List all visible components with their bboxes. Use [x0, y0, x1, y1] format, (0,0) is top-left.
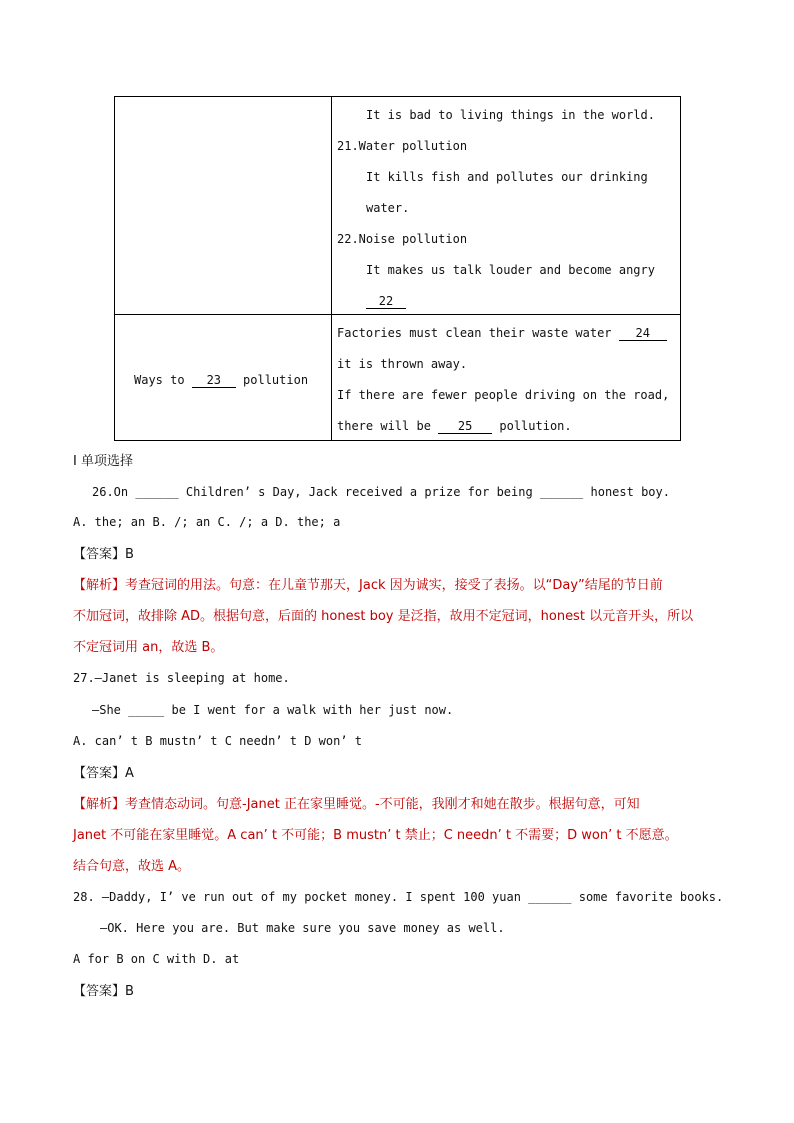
- text-segment: Ways to: [134, 373, 192, 387]
- table-line: It makes us talk louder and become angry: [366, 263, 655, 277]
- table-row2-left: [134, 373, 308, 388]
- section-title: I 单项选择: [73, 454, 133, 469]
- question-27-stem: 27.—Janet is sleeping at home.: [73, 671, 290, 685]
- question-27-stem-2: —She _____ be I went for a walk with her just now.: [92, 703, 454, 717]
- blank-24: 24: [619, 327, 667, 341]
- question-27-analysis-line-3: 结合句意，故选 A。: [73, 859, 191, 874]
- question-28-options: A for B on C with D. at: [73, 952, 240, 966]
- analysis-text: 考查冠词的用法。句意：在儿童节那天，Jack 因为诚实，接受了表扬。以“Day”结尾的节日前: [125, 578, 663, 593]
- table-row-divider: [114, 314, 681, 315]
- question-27-analysis-line-1: [73, 793, 640, 812]
- table-line: water.: [366, 201, 410, 215]
- text-segment: pollution.: [492, 419, 572, 433]
- analysis-label: 【解析】: [73, 797, 126, 812]
- blank-22: 22: [366, 295, 406, 309]
- table-column-divider: [331, 96, 332, 441]
- table-line: it is thrown away.: [337, 357, 468, 371]
- question-28-stem: 28. —Daddy, I’ ve run out of my pocket money. I spent 100 yuan ______ some favorite books.: [73, 890, 724, 904]
- question-26-analysis-line-3: 不定冠词用 an，故选 B。: [73, 640, 224, 655]
- question-26-stem: 26.On ______ Children’ s Day, Jack received a prize for being ______ honest boy.: [92, 485, 670, 499]
- question-26-options: A. the; an B. /; an C. /; a D. the; a: [73, 515, 341, 529]
- table-line: It is bad to living things in the world.: [366, 108, 655, 122]
- table-line: 21.Water pollution: [337, 139, 468, 153]
- blank-23: 23: [192, 374, 236, 388]
- table-line: [337, 419, 572, 434]
- question-28-answer: 【答案】B: [73, 984, 134, 999]
- analysis-label: 【解析】: [73, 578, 126, 593]
- table-line: 22.Noise pollution: [337, 232, 468, 246]
- question-26-analysis-line-1: [73, 574, 663, 593]
- question-27-analysis-line-2: Janet 不可能在家里睡觉。A can’ t 不可能；B mustn’ t 禁止；C needn’ t 不需要；D won’ t 不愿意。: [73, 828, 678, 843]
- table-line: If there are fewer people driving on the road,: [337, 388, 670, 402]
- text-segment: there will be: [337, 419, 439, 433]
- table-line: [337, 326, 667, 341]
- notes-table: [114, 96, 681, 441]
- text-segment: Factories must clean their waste water: [337, 326, 619, 340]
- text-segment: pollution: [235, 373, 309, 387]
- question-26-analysis-line-2: 不加冠词，故排除 AD。根据句意，后面的 honest boy 是泛指，故用不定冠词，honest 以元音开头，所以: [73, 609, 694, 624]
- analysis-text: 考查情态动词。句意-Janet 正在家里睡觉。-不可能，我刚才和她在散步。根据句意，可知: [125, 797, 640, 812]
- table-line: [366, 294, 406, 309]
- table-line: It kills fish and pollutes our drinking: [366, 170, 648, 184]
- question-27-answer: 【答案】A: [73, 766, 134, 781]
- question-28-stem-2: —OK. Here you are. But make sure you save money as well.: [100, 921, 505, 935]
- question-26-answer: 【答案】B: [73, 547, 134, 562]
- question-27-options: A. can’ t B mustn’ t C needn’ t D won’ t: [73, 734, 362, 748]
- blank-25: 25: [438, 420, 492, 434]
